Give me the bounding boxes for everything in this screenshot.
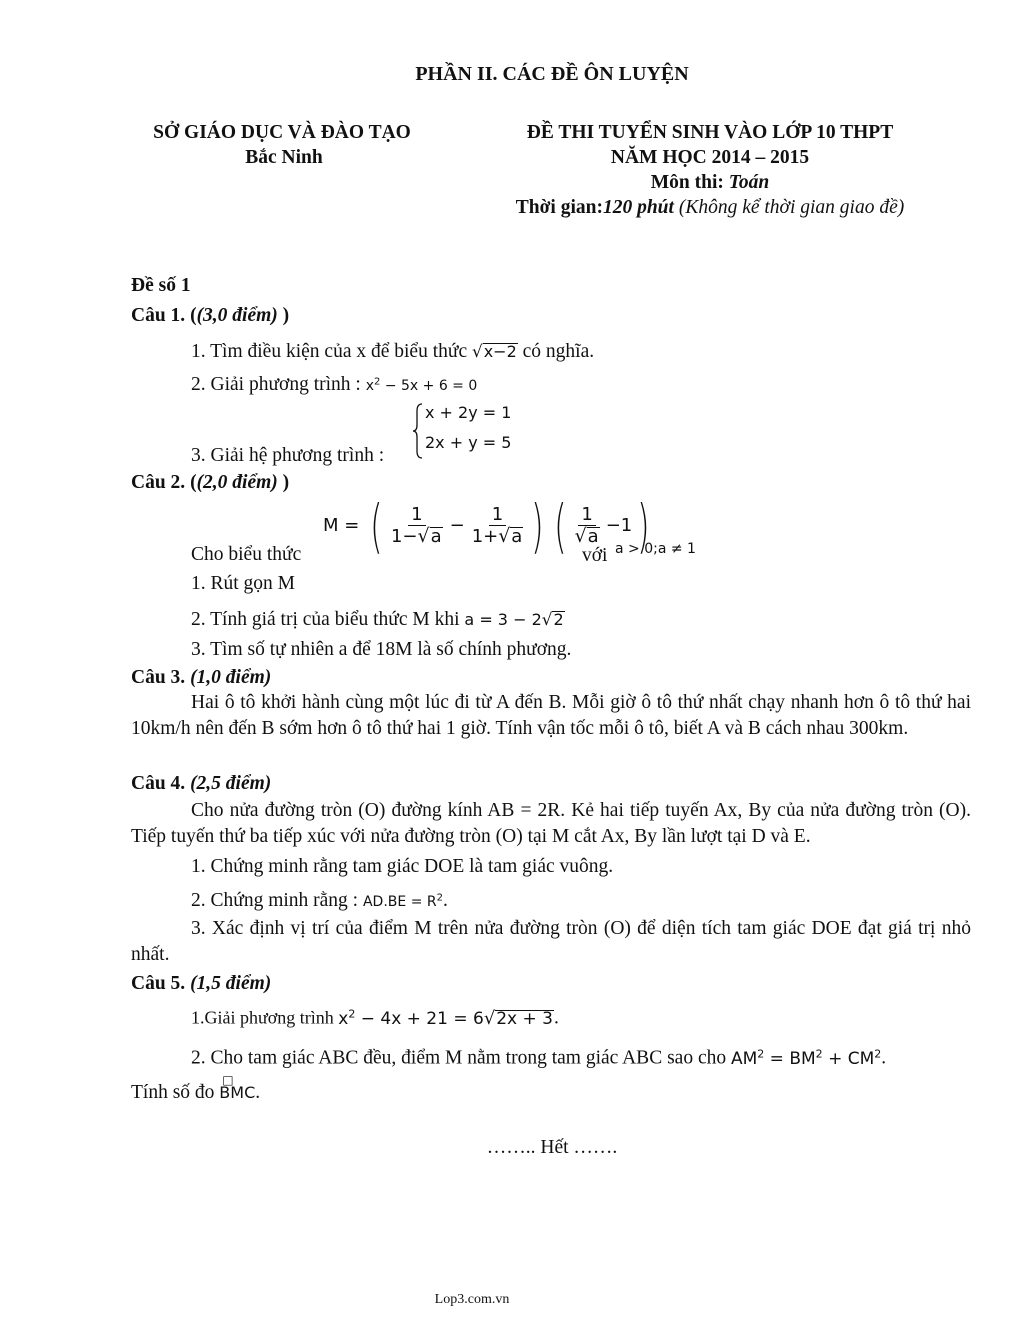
part-title: PHẦN II. CÁC ĐỀ ÔN LUYỆN <box>415 63 689 85</box>
q4-item-3: 3. Xác định vị trí của điểm M trên nửa đường tròn (O) để diện tích tam giác DOE đạt giá trị nhỏ nhất. <box>131 918 971 965</box>
question-4-heading: Câu 4. (2,5 điểm) <box>131 773 272 794</box>
school-year: NĂM HỌC 2014 – 2015 <box>610 147 810 168</box>
expression-m: M = ( 1 1− √ a − 1 1+ √ a ) ( 1 √ a −1 ) <box>323 492 650 560</box>
q4-item-1: 1. Chứng minh rằng tam giác DOE là tam giác vuông. <box>191 856 614 877</box>
exam-title: ĐỀ THI TUYỂN SINH VÀO LỚP 10 THPT <box>526 122 894 143</box>
subject-label: Môn thi: <box>650 172 729 193</box>
time-value: 120 phút <box>602 197 674 218</box>
system-brace <box>413 403 423 459</box>
q3-text: Hai ô tô khởi hành cùng một lúc đi từ A đến B. Mỗi giờ ô tô thứ nhất chạy nhanh hơn ô tô thứ hai 10km/h nên đến B sớm hơn ô tô thứ hai 1 giờ. Tính vận tốc mỗi ô tô, biết A và B cách nhau 300km. <box>131 692 971 739</box>
distance-equation: $AM^2 = BM^2 + CM^2$ <box>730 1047 882 1069</box>
sqrt-expression: √ x−2 <box>471 341 517 361</box>
radical-equation: $x^2 - 4x + 21 = 6$ √ 2x + 3 <box>338 1007 553 1029</box>
time-note: (Không kể thời gian giao đề) <box>673 197 905 218</box>
angle-bmc: □ BMC <box>219 1073 256 1102</box>
q2-condition: a > 0;a ≠ 1 <box>615 541 696 557</box>
q5-item-2: 2. Cho tam giác ABC đều, điểm M nằm trong tam giác ABC sao cho $AM^2 = BM^2 + CM^2$. <box>191 1047 887 1069</box>
subject-line <box>651 173 769 193</box>
q2-item-3: 3. Tìm số tự nhiên a để 18M là số chính phương. <box>191 639 572 660</box>
fraction-3: 1 √ a <box>574 503 599 548</box>
subject-value: Toán <box>728 172 770 193</box>
a-value: a = 3 − 2 √ 2 <box>464 609 564 629</box>
exam-number: Đề số 1 <box>131 275 191 296</box>
question-5-heading: Câu 5. (1,5 điểm) <box>131 973 272 994</box>
angle-mark-icon: □ <box>222 1073 234 1087</box>
system-equation-2: 2x + y = 5 <box>425 433 512 452</box>
time-line <box>516 198 904 218</box>
question-3-heading: Câu 3. (1,0 điểm) <box>131 667 272 688</box>
department-name: SỞ GIÁO DỤC VÀ ĐÀO TẠO <box>153 122 411 143</box>
q2-with: với <box>582 545 608 566</box>
q5-item-2-line-2: Tính số đo □ BMC. <box>131 1073 261 1103</box>
q1-item-1: 1. Tìm điều kiện của x để biểu thức √ x−2 có nghĩa. <box>191 341 595 362</box>
q1-item-2: 2. Giải phương trình : $x^2 - 5x + 6 = 0$ <box>191 374 478 395</box>
q2-item-1: 1. Rút gọn M <box>191 573 296 594</box>
question-label: Câu 1. <box>131 305 191 326</box>
q4-item-2: 2. Chứng minh rằng : $AD.BE = R^2$. <box>191 890 448 911</box>
q2-intro: Cho biểu thức <box>191 544 302 565</box>
fraction-2: 1 1+ √ a <box>471 503 523 548</box>
question-points: (3,0 điểm) <box>196 305 278 326</box>
product-equation: $AD.BE = R^2$ <box>362 892 443 910</box>
question-1-heading: Câu 1. ((3,0 điểm) ) <box>131 305 290 326</box>
province-name: Bắc Ninh <box>245 147 323 168</box>
q5-item-1: 1.Giải phương trình $x^2 - 4x + 21 = 6$ √ 2x + 3 . <box>191 1007 559 1029</box>
q4-text: Cho nửa đường tròn (O) đường kính AB = 2R. Kẻ hai tiếp tuyến Ax, By của nửa đường tròn (O). Tiếp tuyến thứ ba tiếp xúc với nửa đường tròn (O) tại M cắt Ax, By lần lượt tại D và E. <box>131 800 971 847</box>
q1-item-3: 3. Giải hệ phương trình : <box>191 445 385 466</box>
fraction-1: 1 1− √ a <box>390 503 442 548</box>
footer-site: Lop3.com.vn <box>434 1292 510 1307</box>
question-2-heading: Câu 2. ((2,0 điểm) ) <box>131 472 290 493</box>
q2-item-2: 2. Tính giá trị của biểu thức M khi a = 3 − 2 √ 2 <box>191 609 564 630</box>
time-label: Thời gian: <box>515 197 603 218</box>
system-equation-1: x + 2y = 1 <box>425 403 512 422</box>
quadratic-equation: $x^2 - 5x + 6 = 0$ <box>365 376 478 394</box>
end-marker: …….. Hết ……. <box>486 1137 618 1158</box>
